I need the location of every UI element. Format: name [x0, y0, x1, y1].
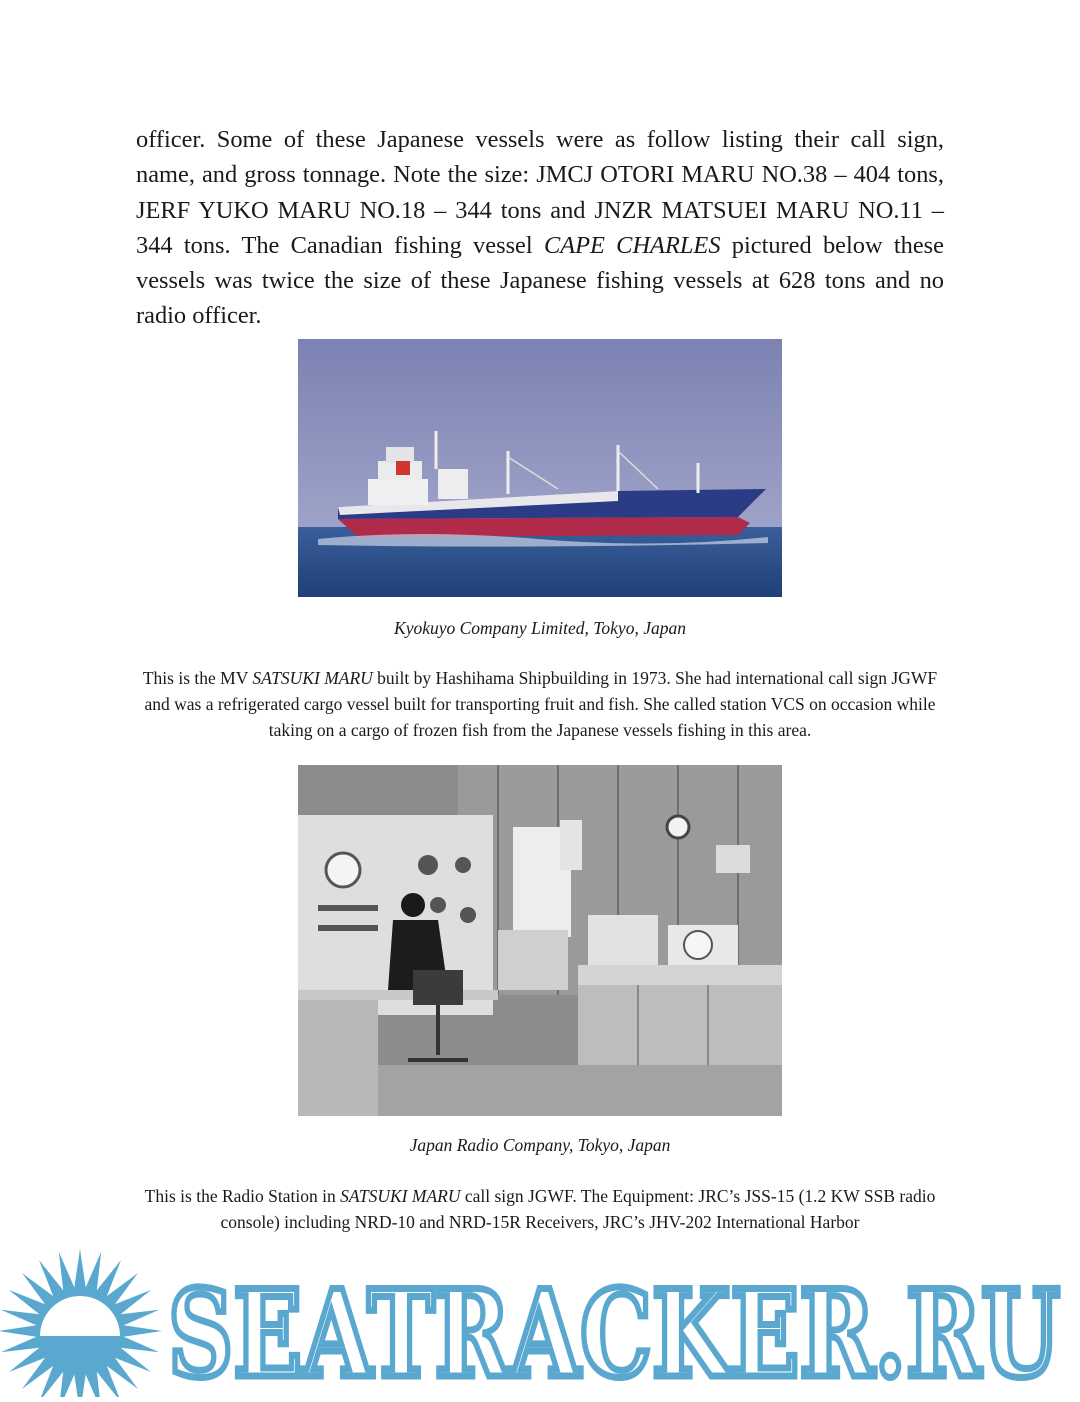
- figure1-description: [136, 665, 944, 743]
- ship-photo: [298, 339, 782, 597]
- figure2-vessel-name: SATSUKI MARU: [340, 1186, 461, 1206]
- main-text-part-2: pictured below these vessels was twice the size of these Japanese fishing vessels at 628 tons and no radio officer.: [136, 231, 944, 330]
- figure1-desc-part-2: built by Hashihama Shipbuilding in 1973. She had international call sign JGWF and was a refrigerated cargo vessel built for transporting fruit and fish. She called station VCS on occasion while taking on a cargo of frozen fish from the Japanese vessels fishing in this area.: [144, 668, 938, 740]
- figure1-desc-part-1: This is the MV: [142, 668, 253, 688]
- figure2-desc-part-2: call sign JGWF. The Equipment: JRC’s JSS-15 (1.2 KW SSB radio console) including NRD-10 and NRD-15R Receivers, JRC’s JHV-202 International Harbor: [220, 1186, 936, 1232]
- sun-logo-icon: [0, 1249, 162, 1397]
- figure1-caption: Kyokuyo Company Limited, Tokyo, Japan: [394, 618, 686, 638]
- vessel-name-cape-charles: CAPE CHARLES: [543, 231, 721, 259]
- seatracker-watermark: [0, 1236, 1080, 1397]
- figure2-description: [136, 1183, 944, 1235]
- watermark-text: SEATRACKER.RU: [168, 1264, 1060, 1397]
- main-text-part-1: officer. Some of these Japanese vessels were as follow listing their call sign, name, and gross tonnage. Note the size: JMCJ OTORI MARU NO.38 – 404 tons, JERF YUKO MARU NO.18 – 344 tons and JNZR MATSUEI MARU NO.11 – 344 tons. The Canadian fishing vessel: [136, 126, 944, 259]
- figure1-vessel-name: SATSUKI MARU: [252, 668, 373, 688]
- radio-room-photo: [298, 765, 782, 1116]
- figure2-desc-part-1: This is the Radio Station in: [144, 1186, 341, 1206]
- figure2-caption: Japan Radio Company, Tokyo, Japan: [409, 1135, 671, 1155]
- main-paragraph: [136, 122, 944, 334]
